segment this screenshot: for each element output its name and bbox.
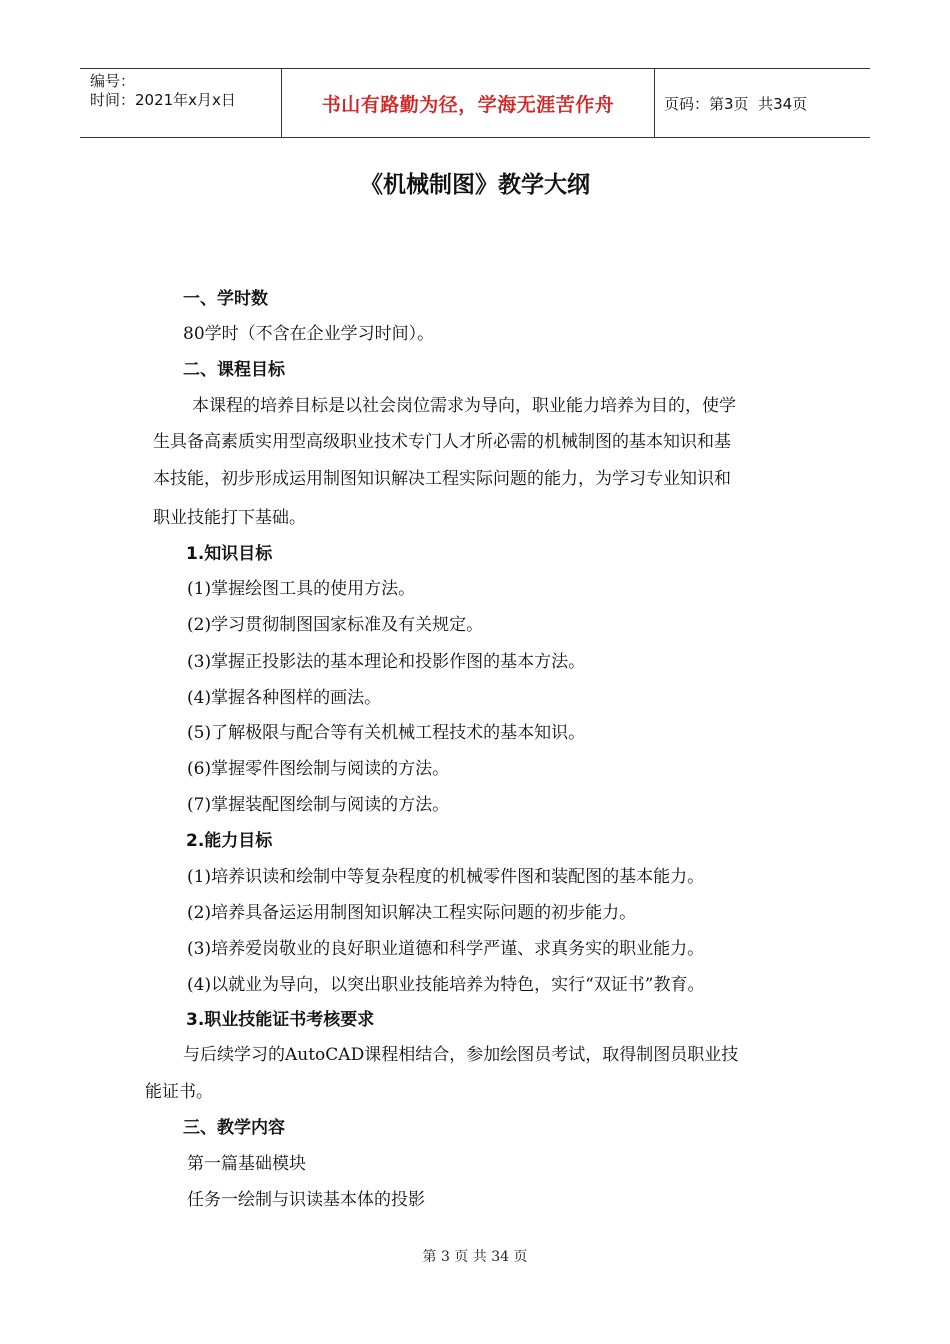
list-item: (7)掌握装配图绘制与阅读的方法。: [187, 795, 450, 815]
list-item: (1)培养识读和绘制中等复杂程度的机械零件图和装配图的基本能力。: [187, 867, 705, 887]
paragraph-line: 本课程的培养目标是以社会岗位需求为导向，职业能力培养为目的，使学: [192, 396, 736, 416]
header-page-info: [664, 69, 807, 137]
section-heading: 三、教学内容: [183, 1118, 285, 1138]
list-item: 第一篇基础模块: [187, 1154, 306, 1174]
list-item: (5)了解极限与配合等有关机械工程技术的基本知识。: [187, 723, 586, 743]
header-time: 时间：2021年x月x日: [90, 91, 236, 109]
subsection-heading: 3.职业技能证书考核要求: [186, 1010, 375, 1030]
list-item: (4)掌握各种图样的画法。: [187, 688, 382, 708]
section-heading: 一、学时数: [183, 289, 268, 309]
header-divider: [654, 69, 655, 137]
header-page-info-text: 页码：第3页 共34页: [664, 94, 808, 113]
paragraph-line: 本技能，初步形成运用制图知识解决工程实际问题的能力，为学习专业知识和: [153, 469, 731, 489]
list-item: (3)掌握正投影法的基本理论和投影作图的基本方法。: [187, 652, 586, 672]
header-motto: 书山有路勤为径，学海无涯苦作舟: [321, 93, 615, 116]
list-item: (2)学习贯彻制图国家标准及有关规定。: [187, 615, 484, 635]
document-title: 《机械制图》教学大纲: [360, 172, 590, 198]
list-item: 任务一绘制与识读基本体的投影: [187, 1190, 425, 1210]
subsection-heading: 2.能力目标: [186, 831, 273, 851]
header-number: 编号：: [90, 72, 136, 90]
subsection-heading: 1.知识目标: [186, 544, 273, 564]
page-footer: 第 3 页 共 34 页: [422, 1249, 528, 1265]
page-header: [80, 68, 870, 138]
paragraph-line: 80学时（不含在企业学习时间）。: [183, 324, 435, 344]
list-item: (1)掌握绘图工具的使用方法。: [187, 579, 416, 599]
list-item: (4)以就业为导向，以突出职业技能培养为特色，实行“双证书”教育。: [187, 975, 705, 995]
paragraph-line: 生具备高素质实用型高级职业技术专门人才所必需的机械制图的基本知识和基: [153, 432, 731, 452]
list-item: (6)掌握零件图绘制与阅读的方法。: [187, 759, 450, 779]
paragraph-line: 职业技能打下基础。: [153, 508, 306, 528]
paragraph-line: 与后续学习的AutoCAD课程相结合，参加绘图员考试，取得制图员职业技: [183, 1045, 739, 1065]
paragraph-line: 能证书。: [145, 1082, 213, 1102]
list-item: (3)培养爱岗敬业的良好职业道德和科学严谨、求真务实的职业能力。: [187, 939, 705, 959]
list-item: (2)培养具备运运用制图知识解决工程实际问题的初步能力。: [187, 903, 637, 923]
header-meta: [90, 72, 236, 110]
section-heading: 二、课程目标: [183, 360, 285, 380]
